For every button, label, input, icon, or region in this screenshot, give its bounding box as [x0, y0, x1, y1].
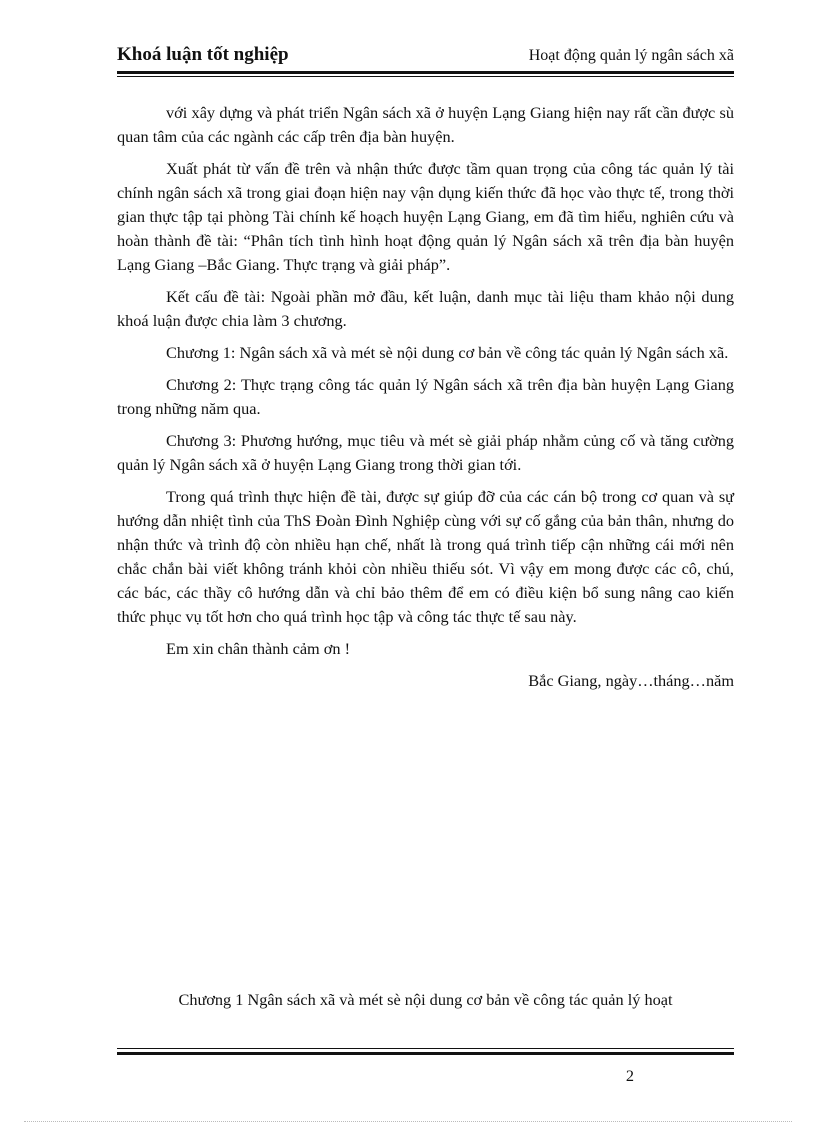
paragraph-3: Kết cấu đề tài: Ngoài phần mở đầu, kết luận, danh mục tài liệu tham khảo nội dung khoá luận được chia làm 3 chương.	[117, 287, 734, 330]
paragraph-1: với xây dựng và phát triển Ngân sách xã ở huyện Lạng Giang hiện nay rất cần được sù quan tâm của các ngành các cấp trên địa bàn huyện.	[117, 103, 734, 146]
footer-rule-thin	[117, 1048, 734, 1049]
paragraph-6: Chương 3: Phương hướng, mục tiêu và mét sè giải pháp nhằm củng cố và tăng cường quản lý Ngân sách xã ở huyện Lạng Giang trong thời gian tới.	[117, 431, 734, 474]
page-number: 2	[625, 1066, 635, 1085]
paragraph-4: Chương 1: Ngân sách xã và mét sè nội dung cơ bản về công tác quản lý Ngân sách xã.	[166, 343, 729, 362]
paragraph-5: Chương 2: Thực trạng công tác quản lý Ngân sách xã trên địa bàn huyện Lạng Giang trong những năm qua.	[117, 375, 734, 418]
header-rule-thick	[117, 71, 734, 74]
body-text	[117, 101, 734, 693]
footer-rule-thick	[117, 1052, 734, 1055]
page-header	[117, 44, 734, 66]
paragraph-7: Trong quá trình thực hiện đề tài, được sự giúp đỡ của các cán bộ trong cơ quan và sự hướng dẫn nhiệt tình của ThS Đoàn Đình Nghiệp cùng với sự cố gắng của bản thân, nhưng do nhận thức và trình độ còn nhiều hạn chế, nhất là trong quá trình tiếp cận những cái mới nên chắc chắn bài viết không tránh khỏi còn nhiều thiếu sót. Vì vậy em mong được các cô, chú, các bác, các thầy cô hướng dẫn và chỉ bảo thêm để em có điều kiện bổ sung nâng cao kiến thức phục vụ tốt hơn cho quá trình học tập và công tác thực tế sau này.	[117, 487, 734, 626]
running-title: Hoạt động quản lý ngân sách xã	[528, 47, 734, 64]
paragraph-8: Em xin chân thành cảm ơn !	[166, 639, 351, 658]
signoff-date-line: Bắc Giang, ngày…tháng…năm	[528, 671, 734, 690]
thesis-title: Khoá luận tốt nghiệp	[117, 44, 289, 65]
header-rule-thin	[117, 76, 734, 77]
page-edge-divider	[24, 1121, 792, 1122]
paragraph-2: Xuất phát từ vấn đề trên và nhận thức được tầm quan trọng của công tác quản lý tài chính ngân sách xã trong giai đoạn hiện nay vận dụng kiến thức đã học vào thực tế, trong thời gian thực tập tại phòng Tài chính kế hoạch huyện Lạng Giang, em đã tìm hiểu, nghiên cứu và hoàn thành đề tài: “Phân tích tình hình hoạt động quản lý Ngân sách xã trên địa bàn huyện Lạng Giang –Bắc Giang. Thực trạng và giải pháp”.	[117, 159, 734, 274]
chapter-footer: Chương 1 Ngân sách xã và mét sè nội dung cơ bản về công tác quản lý hoạt	[178, 990, 673, 1009]
